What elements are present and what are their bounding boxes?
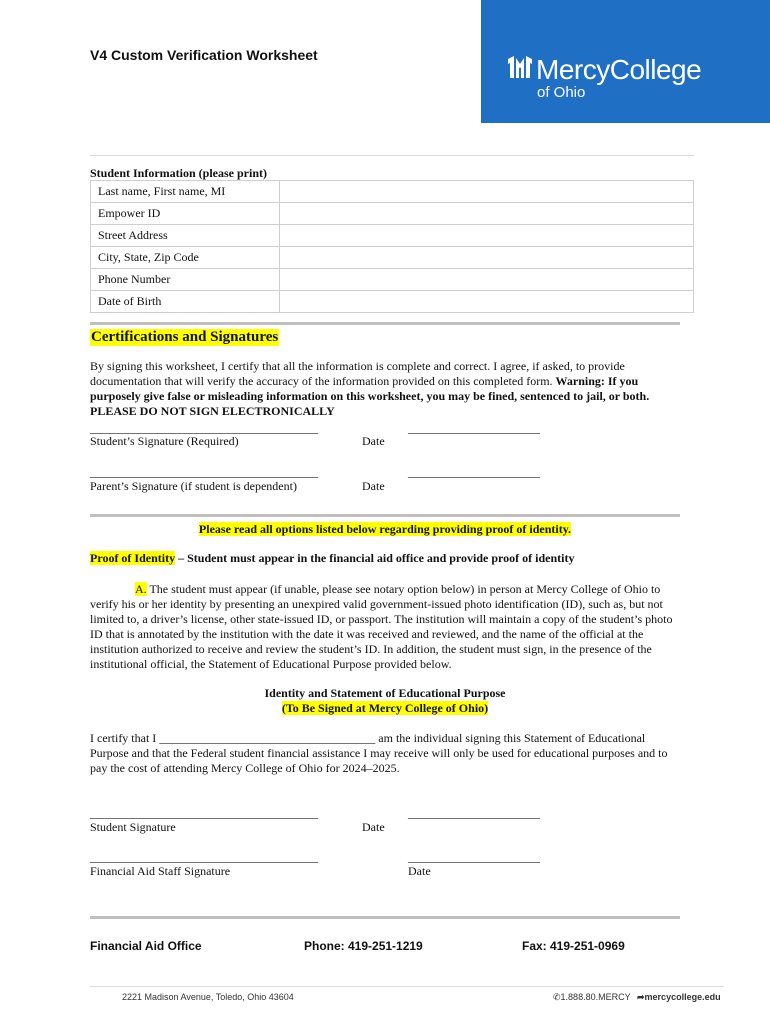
- certifications-heading: Certifications and Signatures: [91, 329, 279, 345]
- street-address-input-cell[interactable]: [280, 225, 694, 247]
- proof-label: Proof of Identity: [90, 551, 176, 565]
- student-info-heading: Student Information (please print): [90, 166, 268, 180]
- parent-signature-label: Parent’s Signature (if student is dependent): [90, 479, 297, 493]
- table-row: [91, 247, 694, 269]
- website-text: mercycollege.edu: [644, 992, 721, 1002]
- name-input-cell[interactable]: [280, 181, 694, 203]
- logo-subtitle: of Ohio: [537, 84, 586, 101]
- divider: [90, 155, 694, 156]
- field-label: Empower ID: [91, 203, 280, 225]
- no-electronic-sign-text: PLEASE DO NOT SIGN ELECTRONICALLY: [90, 404, 335, 418]
- option-a-text: The student must appear (if unable, please see notary option below) in person at Mercy College of Ohio to verify his or her identity by presenting an unexpired valid government-issued photo identification (ID), such as, but not limited to, a driver’s license, other state-issued ID, or passport. The institution will maintain a copy of the student’s photo ID that is annotated by the institution with the date it was received and reviewed, and the name of the official at the institution authorized to receive and review the student’s ID. In addition, the student must sign, in the presence of the institutional official, the Statement of Educational Purpose provided below.: [90, 582, 673, 671]
- footer-phone-text: 1.888.80.MERCY: [560, 992, 631, 1002]
- date-line[interactable]: ______________________: [408, 850, 540, 864]
- table-row: [91, 291, 694, 313]
- fax-number: Fax: 419-251-0969: [522, 939, 625, 953]
- signature-line[interactable]: ______________________________________: [90, 421, 318, 435]
- cursor-icon: ➦: [637, 992, 645, 1002]
- empower-id-input-cell[interactable]: [280, 203, 694, 225]
- proof-heading: [90, 551, 690, 566]
- phone-number: Phone: 419-251-1219: [304, 939, 423, 953]
- proof-heading-rest: – Student must appear in the financial aid office and provide proof of identity: [175, 551, 575, 565]
- statement-title: Identity and Statement of Educational Purpose: [264, 686, 506, 700]
- date-label: Date: [362, 820, 385, 834]
- phone-input-cell[interactable]: [280, 269, 694, 291]
- dob-input-cell[interactable]: [280, 291, 694, 313]
- signature-line[interactable]: ______________________________________: [90, 806, 318, 820]
- divider: [90, 514, 680, 517]
- student-signature-label: Student’s Signature (Required): [90, 434, 239, 448]
- field-label: Last name, First name, MI: [91, 181, 280, 203]
- table-row: [91, 203, 694, 225]
- table-row: [91, 181, 694, 203]
- signature-line[interactable]: ______________________________________: [90, 465, 318, 479]
- field-label: City, State, Zip Code: [91, 247, 280, 269]
- phone-icon: ✆: [553, 992, 561, 1002]
- proof-notice: [0, 522, 770, 537]
- date-label: Date: [362, 434, 385, 448]
- logo-name: MercyCollege: [536, 54, 702, 85]
- divider: [90, 986, 724, 987]
- financial-aid-office: Financial Aid Office: [90, 939, 202, 953]
- field-label: Date of Birth: [91, 291, 280, 313]
- staff-signature-label: Financial Aid Staff Signature: [90, 864, 231, 878]
- proof-notice-text: Please read all options listed below regarding providing proof of identity.: [198, 522, 572, 536]
- mercy-logo-icon: [507, 56, 533, 80]
- divider: [90, 916, 680, 919]
- footer-website[interactable]: [637, 992, 721, 1003]
- date-line[interactable]: ______________________: [408, 421, 540, 435]
- statement-subtitle-wrap: [90, 701, 680, 716]
- student-info-table: [90, 180, 694, 313]
- footer-phone: [553, 992, 631, 1003]
- statement-text: I certify that I ____________________________________ am the individual signing this Statement of Educational Purpose and that the Federal student financial assistance I may receive will only be used for educational purposes and to pay the cost of attending Mercy College of Ohio for 2024–2025.: [90, 731, 668, 775]
- address: 2221 Madison Avenue, Toledo, Ohio 43604: [122, 992, 294, 1002]
- warning-text: Warning: If you purposely give false or misleading information on this worksheet, you may be fined, sentenced to jail, or both.: [90, 374, 650, 403]
- certification-paragraph: [90, 359, 690, 419]
- date-label: Date: [408, 864, 431, 878]
- student-signature-label: Student Signature: [90, 820, 176, 834]
- certification-text: By signing this worksheet, I certify that all the information is complete and correct. I agree, if asked, to provide documentation that will verify the accuracy of the information provided on this completed form.: [90, 359, 625, 388]
- date-label: Date: [362, 479, 385, 493]
- field-label: Phone Number: [91, 269, 280, 291]
- document-title: V4 Custom Verification Worksheet: [90, 47, 318, 63]
- date-line[interactable]: ______________________: [408, 465, 540, 479]
- date-line[interactable]: ______________________: [408, 806, 540, 820]
- divider: [90, 322, 680, 325]
- table-row: [91, 225, 694, 247]
- signature-line[interactable]: ______________________________________: [90, 850, 318, 864]
- field-label: Street Address: [91, 225, 280, 247]
- statement-subtitle: (To Be Signed at Mercy College of Ohio): [281, 701, 489, 715]
- option-a-paragraph: [90, 582, 680, 672]
- option-a-label: A.: [135, 582, 147, 596]
- table-row: [91, 269, 694, 291]
- city-state-zip-input-cell[interactable]: [280, 247, 694, 269]
